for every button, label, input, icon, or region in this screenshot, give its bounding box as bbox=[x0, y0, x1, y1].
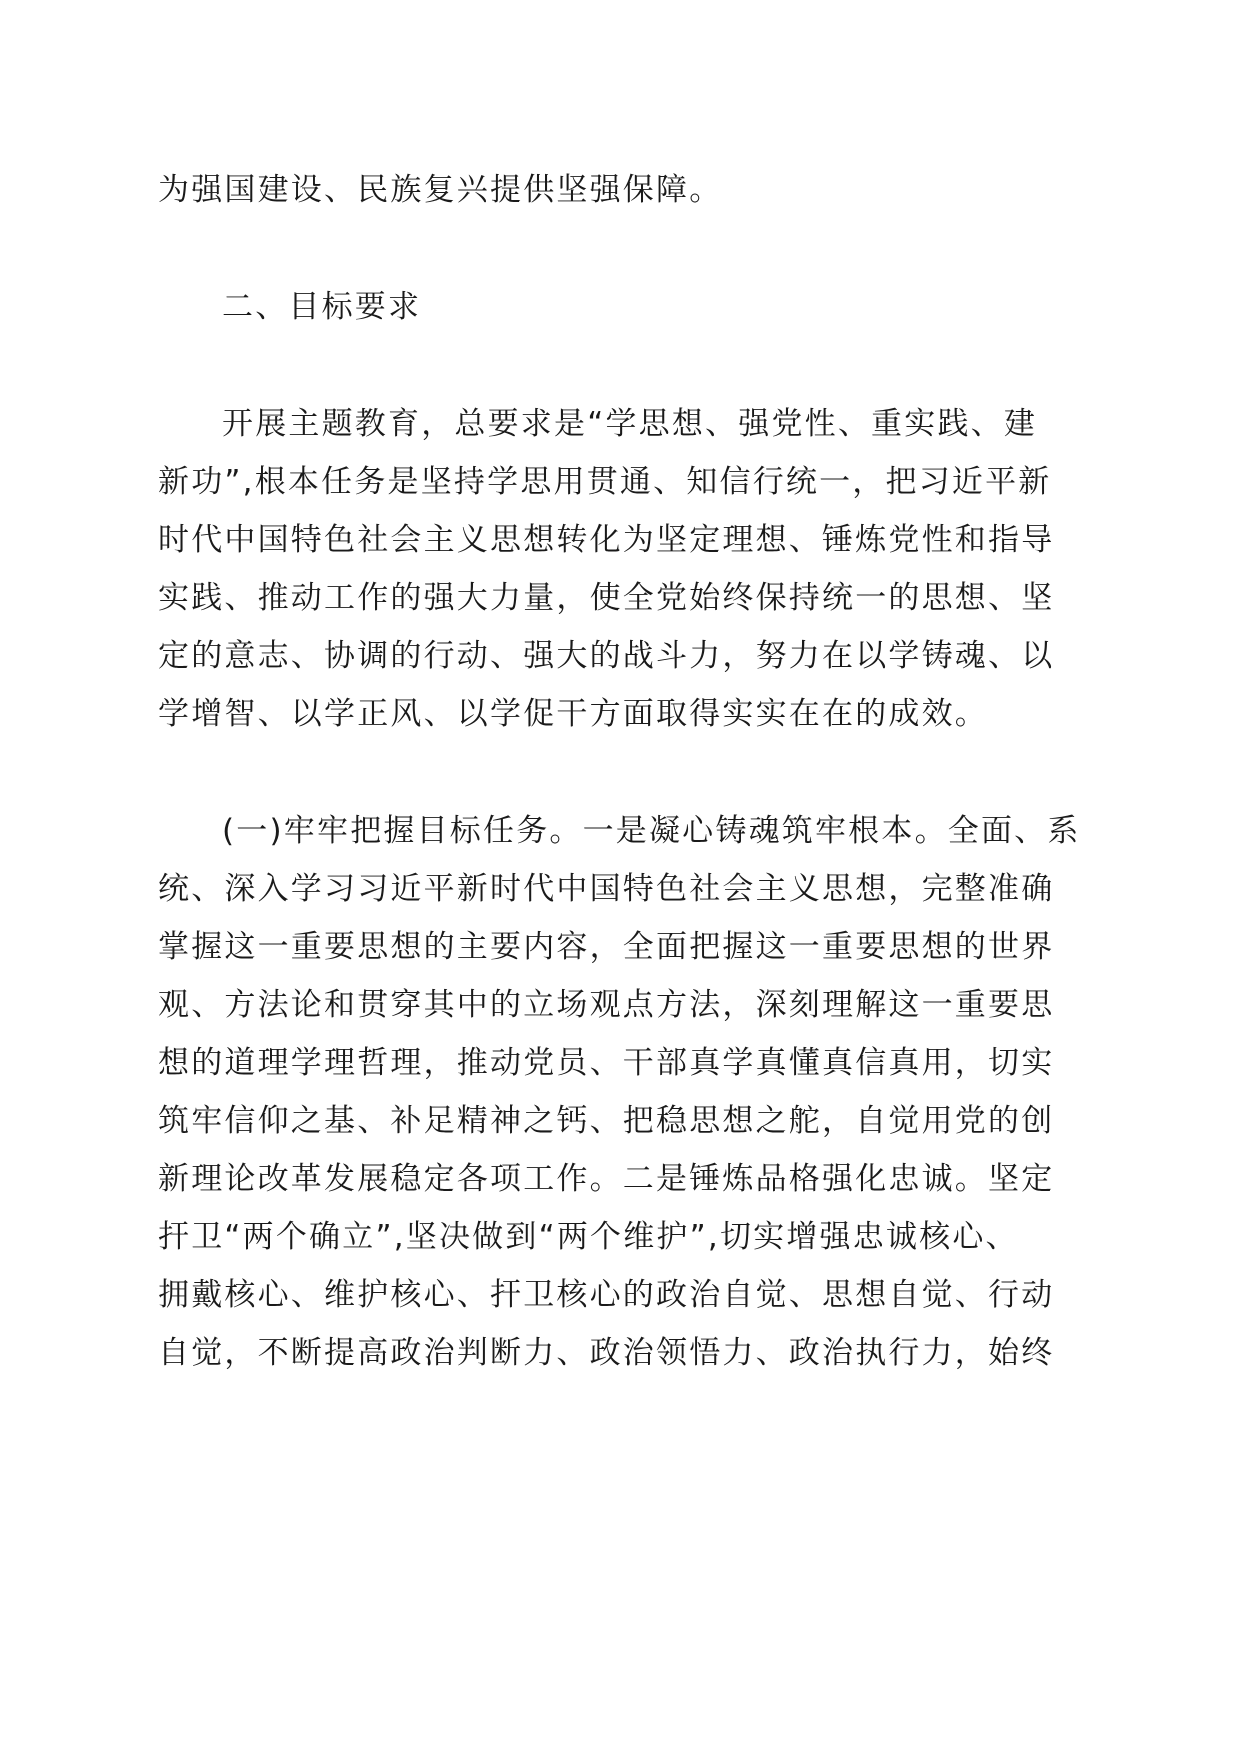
paragraph-line: 新理论改革发展稳定各项工作。二是锤炼品格强化忠诚。坚定 bbox=[158, 1161, 1055, 1197]
paragraph-line: 定的意志、协调的行动、强大的战斗力，努力在以学铸魂、以 bbox=[158, 638, 1055, 674]
paragraph-line: 拥戴核心、维护核心、扞卫核心的政治自觉、思想自觉、行动 bbox=[158, 1277, 1055, 1313]
paragraph-line: 统、深入学习习近平新时代中国特色社会主义思想，完整准确 bbox=[158, 871, 1055, 907]
paragraph-line: 时代中国特色社会主义思想转化为坚定理想、锤炼党性和指导 bbox=[158, 522, 1055, 558]
paragraph-line: 筑牢信仰之基、补足精神之钙、把稳思想之舵，自觉用党的创 bbox=[158, 1103, 1055, 1139]
paragraph-line: (一)牢牢把握目标任务。一是凝心铸魂筑牢根本。全面、系 bbox=[222, 813, 1081, 849]
paragraph-line: 观、方法论和贯穿其中的立场观点方法，深刻理解这一重要思 bbox=[158, 987, 1055, 1023]
paragraph-line: 实践、推动工作的强大力量，使全党始终保持统一的思想、坚 bbox=[158, 580, 1055, 616]
paragraph-line: 开展主题教育，总要求是“学思想、强党性、重实践、建 bbox=[222, 406, 1038, 442]
paragraph-line: 自觉，不断提高政治判断力、政治领悟力、政治执行力，始终 bbox=[158, 1335, 1055, 1371]
paragraph-continuation-line: 为强国建设、民族复兴提供坚强保障。 bbox=[158, 172, 723, 208]
paragraph-line: 掌握这一重要思想的主要内容，全面把握这一重要思想的世界 bbox=[158, 929, 1055, 965]
paragraph-line: 想的道理学理哲理，推动党员、干部真学真懂真信真用，切实 bbox=[158, 1045, 1055, 1081]
paragraph-line: 扞卫“两个确立”,坚决做到“两个维护”,切实增强忠诚核心、 bbox=[158, 1219, 1019, 1255]
paragraph-line: 学增智、以学正风、以学促干方面取得实实在在的成效。 bbox=[158, 696, 988, 732]
section-heading: 二、目标要求 bbox=[222, 289, 422, 325]
paragraph-line: 新功”,根本任务是坚持学思用贯通、知信行统一，把习近平新 bbox=[158, 464, 1052, 500]
